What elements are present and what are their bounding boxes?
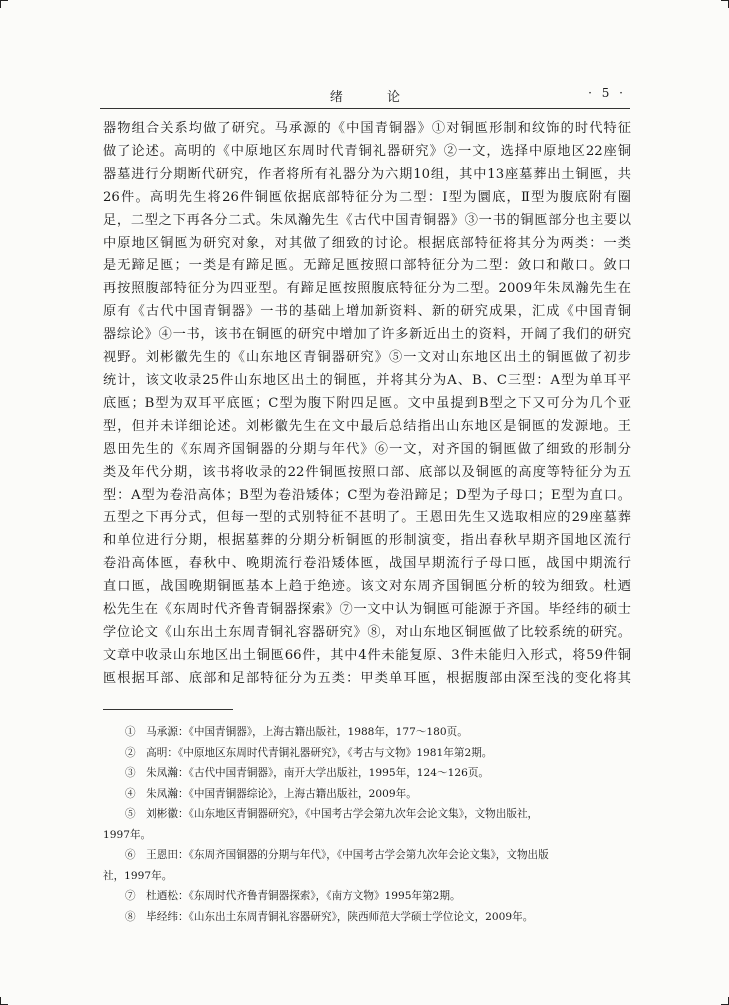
body-line: 视野。刘彬徽先生的《山东地区青铜器研究》⑤一文对山东地区出土的铜匜做了初步 [103,350,631,366]
footnote-continuation: 社，1997年。 [103,869,173,882]
footnote-rule [103,709,233,710]
crop-mark [0,0,1,8]
body-line: 原有《古代中国青铜器》一书的基础上增加新资料、新的研究成果，汇成《中国青铜 [103,304,631,320]
page-number: · 5 · [588,86,626,100]
body-line: 统计，该文收录25件山东地区出土的铜匜，并将其分为A、B、C三型：A型为单耳平 [103,372,631,388]
body-line: 器墓进行分期断代研究，作者将所有礼器分为六期10组，其中13座墓葬出土铜匜，共 [103,166,631,182]
footnote-item: ⑧ 毕经纬：《山东出土东周青铜礼容器研究》，陕西师范大学硕士学位论文，2009年。 [125,910,534,923]
header-rule [100,108,630,109]
body-line: 是无蹄足匜；一类是有蹄足匜。无蹄足匜按照口部特征分为二型：敛口和敞口。敛口 [103,258,631,274]
body-line: 松先生在《东周时代齐鲁青铜器探索》⑦一文中认为铜匜可能源于齐国。毕经纬的硕士 [103,602,631,618]
body-line: 底匜；B型为双耳平底匜；C型为腹下附四足匜。文中虽提到B型之下又可分为几个亚 [103,395,631,411]
body-line: 再按照腹部特征分为四亚型。有蹄足匜按照腹底特征分为二型。2009年朱凤瀚先生在 [103,281,631,297]
body-line: 26件。高明先生将26件铜匜依据底部特征分为二型：Ⅰ型为圜底，Ⅱ型为腹底附有圈 [103,189,631,205]
body-line: 恩田先生的《东周齐国铜器的分期与年代》⑥一文，对齐国的铜匜做了细致的形制分 [103,441,631,457]
body-line: 匜根据耳部、底部和足部特征分为五类：甲类单耳匜，根据腹部由深至浅的变化将其 [103,670,631,686]
crop-mark [0,997,1,1005]
chapter-title: 绪 论 [329,90,421,105]
body-line: 直口匜，战国晚期铜匜基本上趋于绝迹。该文对东周齐国铜匜分析的较为细致。杜迺 [103,579,631,595]
footnote-item: ① 马承源：《中国青铜器》，上海古籍出版社，1988年，177～180页。 [125,726,468,738]
body-line: 中原地区铜匜为研究对象，对其做了细致的讨论。根据底部特征将其分为两类：一类 [103,235,631,251]
body-line: 做了论述。高明的《中原地区东周时代青铜礼器研究》②一文，选择中原地区22座铜 [103,143,631,159]
running-head [100,86,630,106]
footnote-item: ⑤ 刘彬徽：《山东地区青铜器研究》，《中国考古学会第九次年会论文集》，文物出版社， [125,808,539,820]
footnote-item: ② 高明：《中原地区东周时代青铜礼器研究》，《考古与文物》1981年第2期。 [125,746,493,759]
footnotes [103,722,633,927]
body-line: 类及年代分期，该书将收录的22件铜匜按照口部、底部以及铜匜的高度等特征分为五 [103,464,631,480]
body-line: 型：A型为卷沿高体；B型为卷沿矮体；C型为卷沿蹄足；D型为子母口；E型为直口。 [103,487,631,503]
footnote-item: ④ 朱凤瀚：《中国青铜器综论》，上海古籍出版社，2009年。 [125,787,417,800]
body-line: 型，但并未详细论述。刘彬徽先生在文中最后总结指出山东地区是铜匜的发源地。王 [103,418,631,434]
body-line: 器综论》④一书，该书在铜匜的研究中增加了许多新近出土的资料，开阔了我们的研究 [103,327,631,343]
body-line: 五型之下再分式，但每一型的式别特征不甚明了。王恩田先生又选取相应的29座墓葬 [103,510,631,526]
crop-mark [0,0,8,1]
footnote-item: ⑦ 杜迺松：《东周时代齐鲁青铜器探索》，《南方文物》1995年第2期。 [125,890,461,902]
body-line: 足，二型之下再各分二式。朱凤瀚先生《古代中国青铜器》③一书的铜匜部分也主要以 [103,212,631,228]
body-text [103,118,631,691]
body-line: 和单位进行分期，根据墓葬的分期分析铜匜的形制演变，指出春秋早期齐国地区流行 [103,533,631,549]
footnote-item: ③ 朱凤瀚：《古代中国青铜器》，南开大学出版社，1995年，124～126页。 [125,767,490,779]
body-line: 器物组合关系均做了研究。马承源的《中国青铜器》①对铜匜形制和纹饰的时代特征 [103,121,631,136]
body-line: 卷沿高体匜，春秋中、晚期流行卷沿矮体匜，战国早期流行子母口匜，战国中期流行 [103,556,631,572]
body-line: 文章中收录山东地区出土铜匜66件，其中4件未能复原、3件未能归入形式，将59件铜 [103,647,631,663]
footnote-item: ⑥ 王恩田：《东周齐国铜器的分期与年代》，《中国考古学会第九次年会论文集》，文物出版 [125,849,549,861]
footnote-continuation: 1997年。 [103,828,152,841]
body-line: 学位论文《山东出土东周青铜礼容器研究》⑧，对山东地区铜匜做了比较系统的研究。 [103,624,631,640]
